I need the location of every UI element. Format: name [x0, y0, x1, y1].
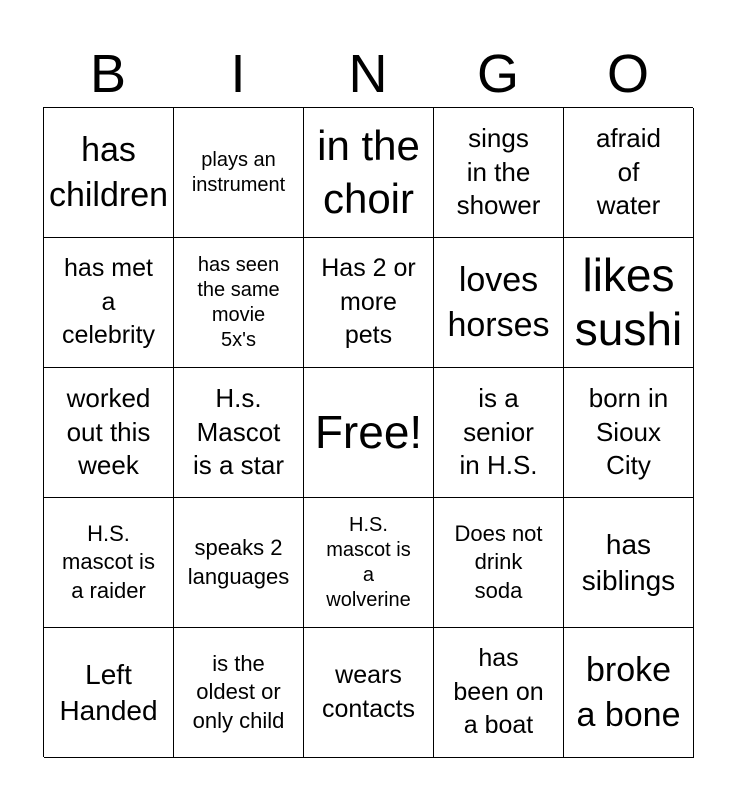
bingo-cell[interactable]	[564, 498, 694, 628]
bingo-header	[43, 40, 693, 108]
bingo-cell[interactable]	[44, 368, 174, 498]
bingo-cell[interactable]	[304, 498, 434, 628]
bingo-cell[interactable]	[564, 628, 694, 758]
cell-text: in the choir	[317, 122, 420, 222]
cell-text: H.S. mascot is a wolverine	[326, 513, 411, 611]
cell-text: born in Sioux City	[588, 382, 669, 481]
cell-text: sings in the shower	[456, 122, 541, 221]
bingo-board	[43, 107, 693, 757]
bingo-cell[interactable]	[44, 628, 174, 758]
bingo-cell[interactable]	[174, 238, 304, 368]
free-space[interactable]	[304, 368, 434, 498]
bingo-cell[interactable]	[304, 628, 434, 758]
bingo-cell[interactable]	[44, 108, 174, 238]
bingo-cell[interactable]	[174, 108, 304, 238]
cell-text: has been on a boat	[453, 643, 544, 740]
header-letter-n: N	[348, 44, 388, 104]
bingo-cell[interactable]	[434, 628, 564, 758]
bingo-cell[interactable]	[564, 238, 694, 368]
cell-text: Has 2 or more pets	[321, 253, 416, 350]
bingo-cell[interactable]	[564, 108, 694, 238]
cell-text: Does not drink soda	[454, 521, 543, 603]
cell-text: has seen the same movie 5x's	[197, 253, 280, 351]
bingo-cell[interactable]	[564, 368, 694, 498]
cell-text: H.S. mascot is a raider	[62, 521, 155, 603]
bingo-cell[interactable]	[434, 368, 564, 498]
bingo-cell[interactable]	[174, 368, 304, 498]
cell-text: broke a bone	[576, 651, 681, 734]
header-letter-o: O	[606, 44, 649, 104]
bingo-cell[interactable]	[44, 238, 174, 368]
cell-text: plays an instrument	[191, 148, 286, 196]
cell-text: Free!	[314, 406, 423, 459]
header-letter-i: I	[230, 44, 246, 104]
cell-text: worked out this week	[66, 382, 151, 481]
cell-text: is a senior in H.S.	[459, 382, 538, 481]
cell-text: is the oldest or only child	[192, 651, 285, 733]
cell-text: speaks 2 languages	[187, 535, 290, 589]
bingo-cell[interactable]	[434, 498, 564, 628]
cell-text: has siblings	[581, 528, 676, 596]
bingo-cell[interactable]	[174, 628, 304, 758]
cell-text: wears contacts	[321, 660, 416, 723]
cell-text: likes sushi	[574, 249, 683, 355]
cell-text: H.s. Mascot is a star	[192, 382, 285, 481]
bingo-cell[interactable]	[434, 238, 564, 368]
cell-text: has children	[48, 131, 169, 214]
cell-text: afraid of water	[595, 122, 662, 221]
header-letter-b: B	[89, 44, 127, 104]
bingo-cell[interactable]	[304, 238, 434, 368]
cell-text: loves horses	[447, 261, 550, 344]
bingo-cell[interactable]	[174, 498, 304, 628]
bingo-cell[interactable]	[434, 108, 564, 238]
header-letter-g: G	[476, 44, 519, 104]
cell-text: Left Handed	[59, 658, 158, 726]
cell-text: has met a celebrity	[61, 253, 156, 350]
bingo-cell[interactable]	[304, 108, 434, 238]
bingo-cell[interactable]	[44, 498, 174, 628]
